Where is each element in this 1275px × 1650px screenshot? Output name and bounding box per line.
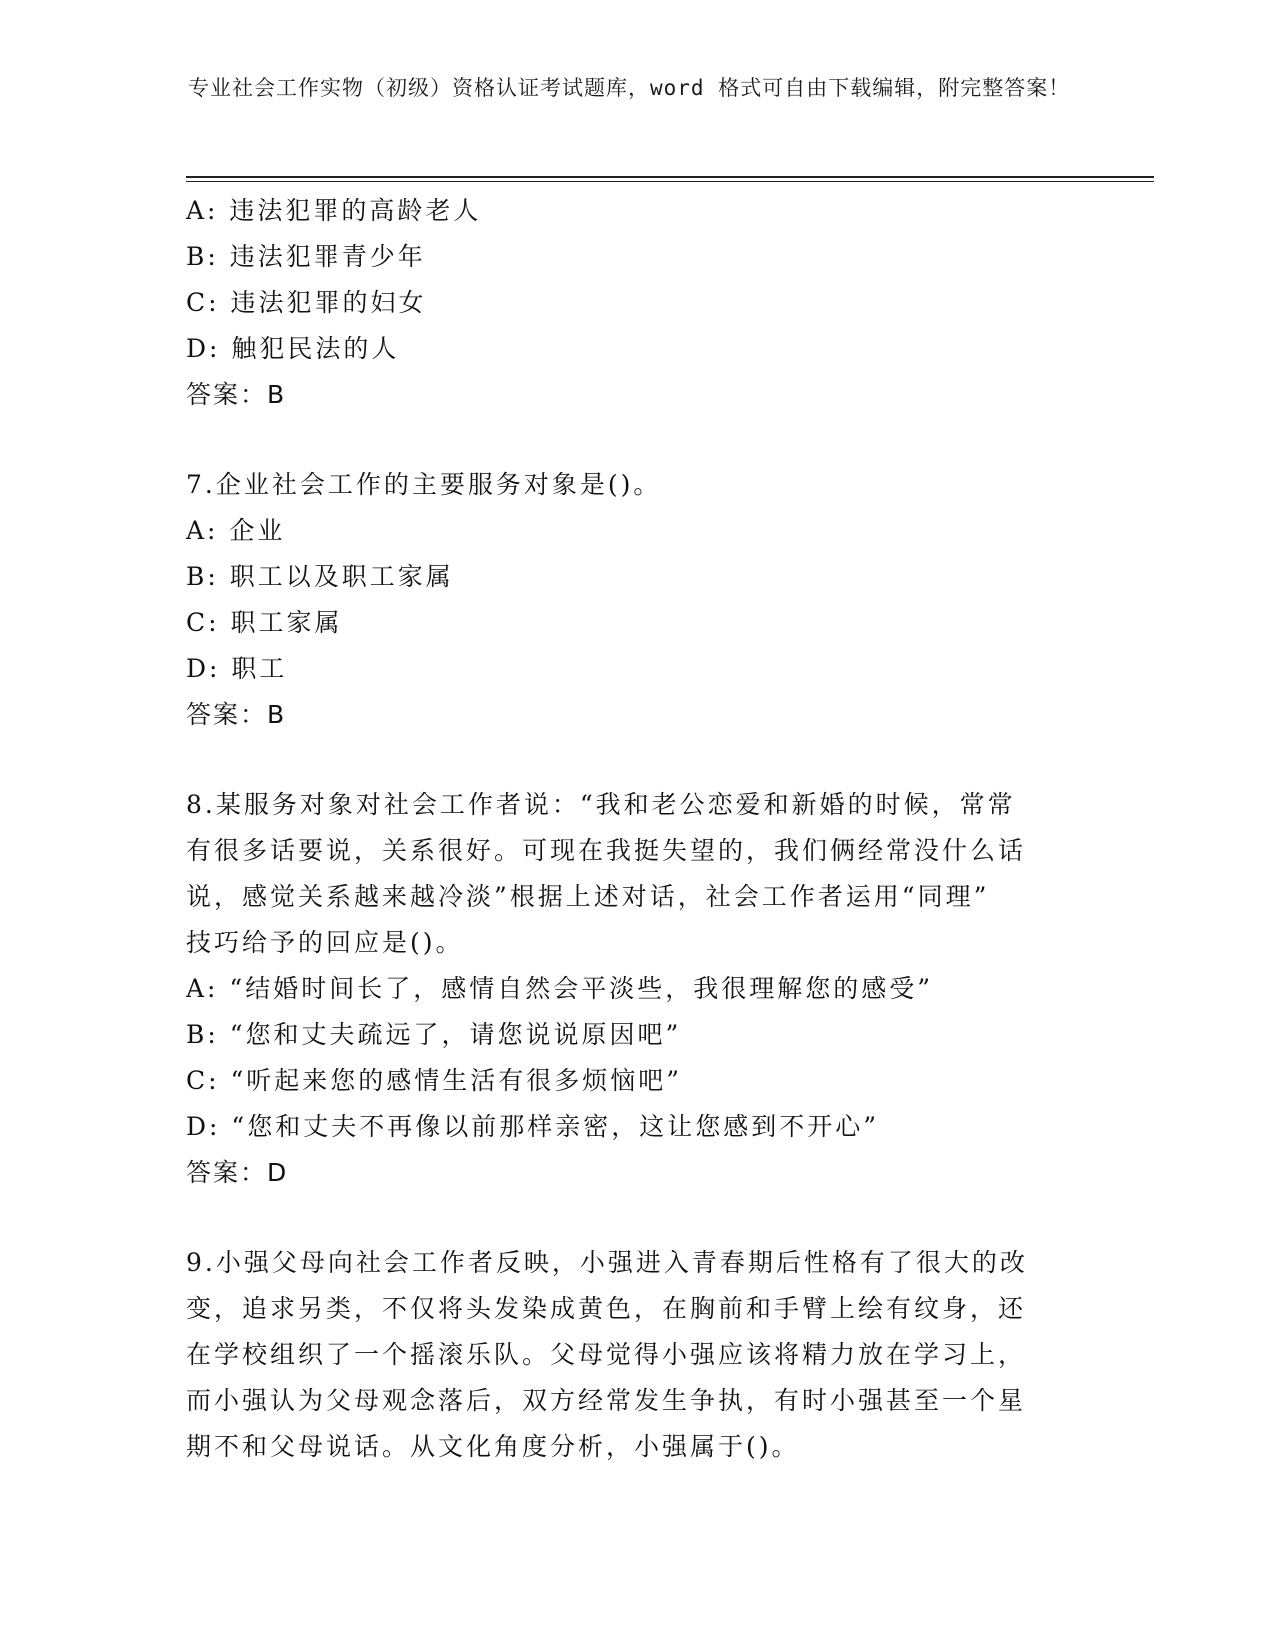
question-text-line: 说，感觉关系越来越冷淡”根据上述对话，社会工作者运用“同理” — [186, 882, 990, 911]
question-6 — [186, 188, 1066, 418]
question-text-line: 8.某服务对象对社会工作者说：“我和老公恋爱和新婚的时候，常常 — [186, 790, 1016, 819]
spacer — [186, 418, 1066, 462]
option-d: D: “您和丈夫不再像以前那样亲密，这让您感到不开心” — [186, 1112, 879, 1141]
spacer — [186, 1196, 1066, 1240]
answer: 答案：B — [186, 380, 287, 409]
question-text-line: 而小强认为父母观念落后，双方经常发生争执，有时小强甚至一个星 — [186, 1386, 1027, 1415]
option-d: D: 职工 — [186, 654, 288, 683]
option-a: A: 违法犯罪的高龄老人 — [186, 196, 482, 225]
question-8 — [186, 782, 1066, 1196]
option-c: C: “听起来您的感情生活有很多烦恼吧” — [186, 1066, 683, 1095]
question-text-line: 期不和父母说话。从文化角度分析，小强属于()。 — [186, 1432, 800, 1461]
option-c: C: 职工家属 — [186, 608, 343, 637]
option-b: B: “您和丈夫疏远了，请您说说原因吧” — [186, 1020, 682, 1049]
question-text-line: 9.小强父母向社会工作者反映，小强进入青春期后性格有了很大的改 — [186, 1248, 1028, 1277]
question-text-line: 变，追求另类，不仅将头发染成黄色，在胸前和手臂上绘有纹身，还 — [186, 1294, 1027, 1323]
option-b: B: 职工以及职工家属 — [186, 562, 454, 591]
document-body — [186, 188, 1066, 1470]
question-text-line: 有很多话要说，关系很好。可现在我挺失望的，我们俩经常没什么话 — [186, 836, 1027, 865]
question-7 — [186, 462, 1066, 738]
option-b: B: 违法犯罪青少年 — [186, 242, 426, 271]
question-9 — [186, 1240, 1066, 1470]
option-d: D: 触犯民法的人 — [186, 334, 400, 363]
question-text-line: 技巧给予的回应是()。 — [186, 928, 464, 957]
spacer — [186, 738, 1066, 782]
answer: 答案：B — [186, 700, 287, 729]
document-header: 专业社会工作实物（初级）资格认证考试题库，word 格式可自由下载编辑，附完整答案！ — [188, 76, 1071, 100]
option-c: C: 违法犯罪的妇女 — [186, 288, 427, 317]
question-text: 7.企业社会工作的主要服务对象是()。 — [186, 470, 662, 499]
option-a: A: 企业 — [186, 516, 286, 545]
question-text-line: 在学校组织了一个摇滚乐队。父母觉得小强应该将精力放在学习上， — [186, 1340, 1027, 1369]
answer: 答案：D — [186, 1158, 289, 1187]
option-a: A: “结婚时间长了，感情自然会平淡些，我很理解您的感受” — [186, 974, 933, 1003]
header-rule-thin — [186, 181, 1154, 182]
header-rule-thick — [186, 176, 1154, 178]
